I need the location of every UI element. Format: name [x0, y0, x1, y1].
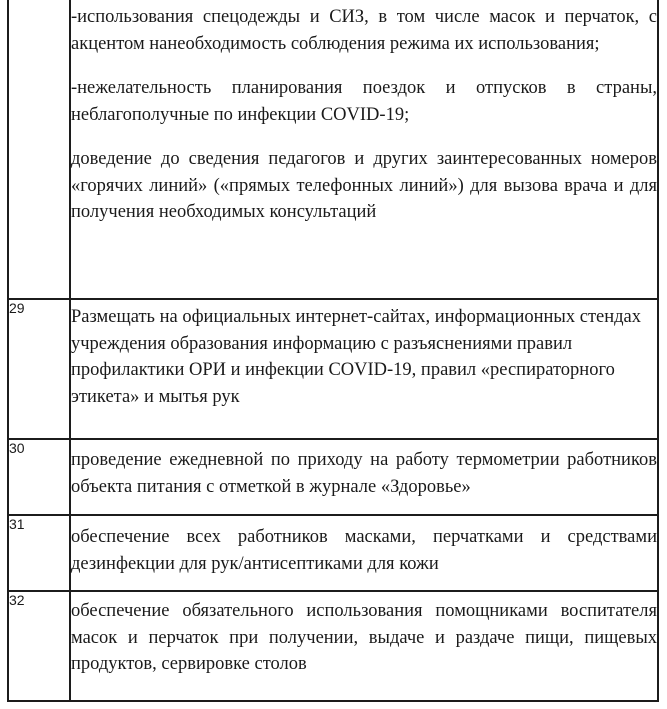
table-row [8, 0, 658, 299]
row-number: 31 [8, 515, 70, 591]
row-text-cell [70, 0, 658, 299]
paragraph: Размещать на официальных интернет-сайтах, информационных стендах учреждения образования информацию с разъяснениями правил профилактики ОРИ и инфекции COVID-19, правил «респираторного этикета» и мытья рук [71, 307, 642, 407]
row-text-cell [70, 299, 658, 439]
table-row [8, 591, 658, 701]
row-number: 29 [8, 299, 70, 439]
paragraph: проведение ежедневной по приходу на работу термометрии работников объекта питания с отметкой в журнале «Здоровье» [71, 450, 657, 497]
row-number: 32 [8, 591, 70, 701]
paragraph: доведение до сведения педагогов и других заинтересованных номеров «горячих линий» («прямых телефонных линий») для вызова врача и для получения необходимых консультаций [71, 149, 657, 222]
table-row [8, 299, 658, 439]
row-text-cell [70, 515, 658, 591]
paragraph: -использования спецодежды и СИЗ, в том числе масок и перчаток, с акцентом нанеобходимость соблюдения режима их использования; [71, 7, 657, 54]
paragraph: -нежелательность планирования поездок и отпусков в страны, неблагополучные по инфекции COVID-19; [71, 78, 657, 125]
table-row [8, 515, 658, 591]
row-text-cell [70, 439, 658, 515]
paragraph: обеспечение обязательного использования помощниками воспитателя масок и перчаток при получении, выдаче и раздаче пищи, пищевых продуктов, сервировке столов [71, 601, 657, 674]
paragraph: обеспечение всех работников масками, перчатками и средствами дезинфекции для рук/антисептиками для кожи [71, 527, 657, 574]
row-number: 30 [8, 439, 70, 515]
row-number [8, 0, 70, 299]
measures-table [7, 0, 659, 702]
row-text-cell [70, 591, 658, 701]
table-row [8, 439, 658, 515]
